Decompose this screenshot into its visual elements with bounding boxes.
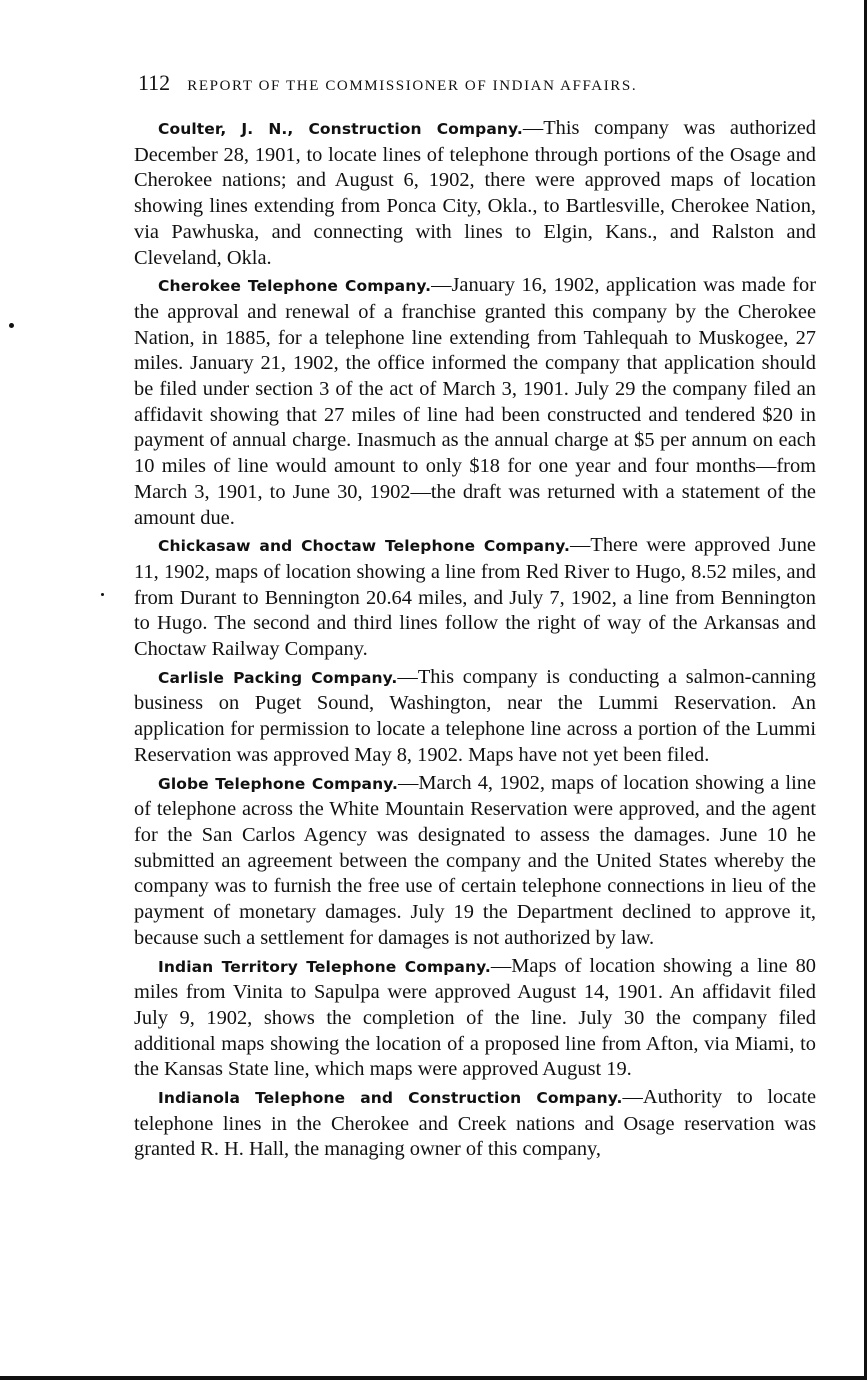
paragraph-text: —Authority to locate telephone lines in the Cherokee and Creek nations and Osage reservation was granted R. H. Hall, the managing owner of this company, (134, 1086, 816, 1161)
paragraph-coulter-construction (134, 116, 816, 271)
scan-speck (9, 323, 14, 328)
company-heading: Coulter, J. N., Construction Company. (158, 120, 523, 138)
report-body (134, 116, 816, 1165)
paragraph-text: —March 4, 1902, maps of location showing a line of telephone across the White Mountain Reservation were approved, and the agent for the San Carlos Agency was designated to assess the damages. June 10 he submitted an agreement between the company and the United States whereby the company was to furnish the free use of certain telephone connections in lieu of the payment of monetary damages. July 19 the Department declined to approve it, because such a settlement for damages is not authorized by law. (134, 771, 816, 949)
paragraph-carlisle-packing (134, 665, 816, 769)
paragraph-cherokee-telephone (134, 273, 816, 531)
paragraph-text: —This company was authorized December 28, 1901, to locate lines of telephone through portions of the Osage and Cherokee nations; and August 6, 1902, there were approved maps of location showing lines extending from Ponca City, Okla., to Bartlesville, Cherokee Nation, via Pawhuska, and connecting with lines to Elgin, Kans., and Ralston and Cleveland, Okla. (134, 117, 816, 269)
company-heading: Indianola Telephone and Construction Company. (158, 1089, 623, 1108)
company-heading: Cherokee Telephone Company. (158, 277, 432, 296)
paragraph-text: —There were approved June 11, 1902, maps of location showing a line from Red River to Hugo, 8.52 miles, and from Durant to Bennington 20.64 miles, and July 7, 1902, a line from Bennington to Hugo. The second and third lines follow the right of way of the Arkansas and Choctaw Railway Company. (134, 534, 816, 661)
company-heading: Chickasaw and Choctaw Telephone Company. (158, 537, 570, 556)
page-number: 112 (138, 70, 171, 95)
paragraph-text: —This company is conducting a salmon-canning business on Puget Sound, Washington, near the Lummi Reservation. An application for permission to locate a telephone line across a portion of the Lummi Reservation was approved May 8, 1902. Maps have not yet been filed. (134, 665, 817, 766)
paragraph-indianola-telephone (134, 1085, 816, 1163)
paragraph-indian-territory-telephone (134, 954, 816, 1084)
paragraph-chickasaw-choctaw-telephone (134, 533, 816, 663)
paragraph-text: —January 16, 1902, application was made for the approval and renewal of a franchise granted this company by the Cherokee Nation, in 1885, for a telephone line extending from Tahlequah to Muskogee, 27 miles. January 21, 1902, the office informed the company that application should be filed under section 3 of the act of March 3, 1901. July 29 the company filed an affidavit showing that 27 miles of line had been constructed and tendered $20 in payment of annual charge. Inasmuch as the annual charge at $5 per annum on each 10 miles of line would amount to only $18 for one year and four months—from March 3, 1901, to June 30, 1902—the draft was returned with a statement of the amount due. (134, 274, 816, 529)
page-header (138, 70, 778, 100)
company-heading: Carlisle Packing Company. (158, 668, 398, 687)
company-heading: Globe Telephone Company. (158, 774, 398, 793)
company-heading: Indian Territory Telephone Company. (158, 957, 491, 976)
paragraph-text: —Maps of location showing a line 80 miles from Vinita to Sapulpa were approved August 14, 1901. An affidavit filed July 9, 1902, shows the completion of the line. July 30 the company filed additional maps showing the location of a proposed line from Afton, via Miami, to the Kansas State line, which maps were approved August 19. (134, 954, 816, 1081)
scan-speck (101, 593, 104, 596)
scan-edge-bottom (0, 1376, 867, 1380)
paragraph-globe-telephone (134, 771, 816, 952)
running-title: REPORT OF THE COMMISSIONER OF INDIAN AFFAIRS. (187, 78, 638, 94)
